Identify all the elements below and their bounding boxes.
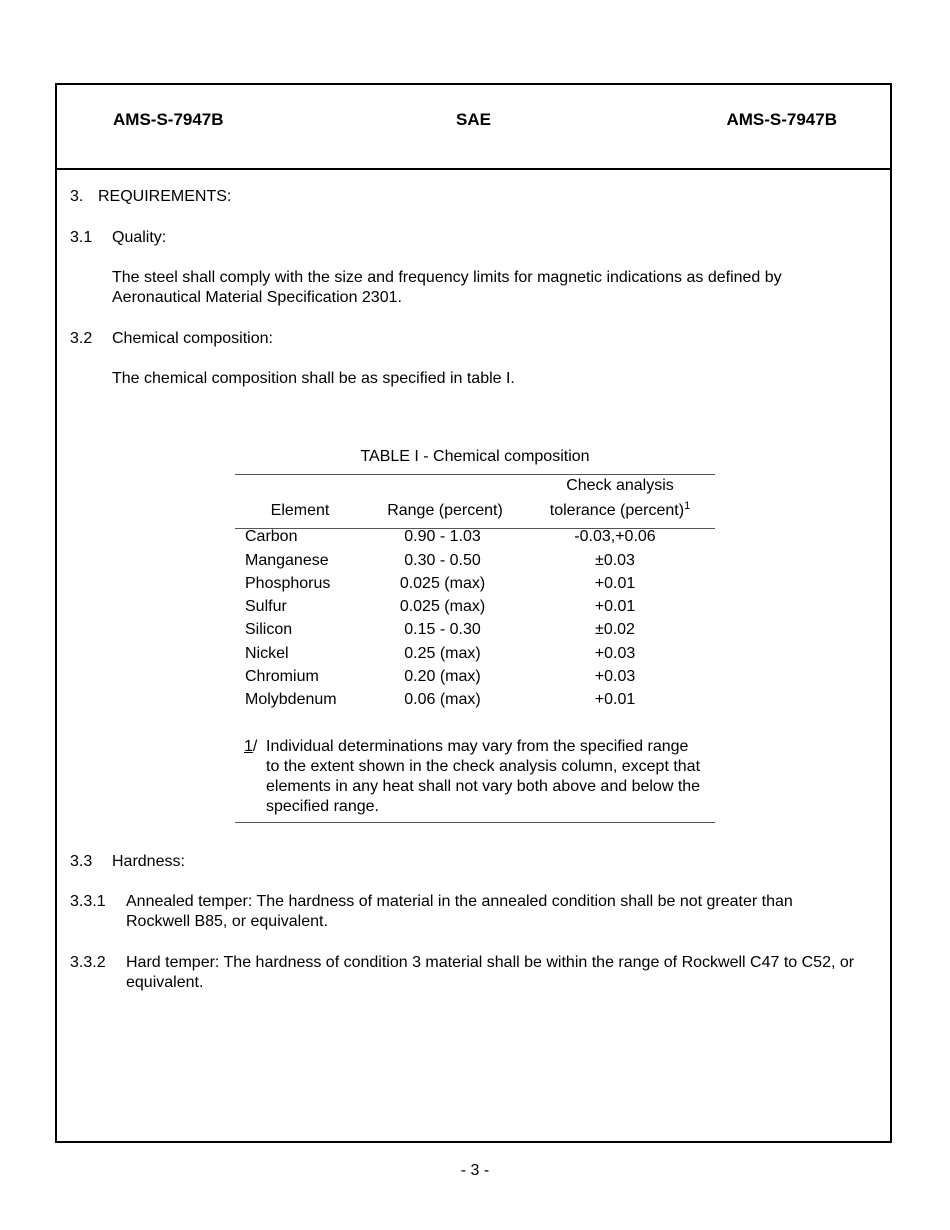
- header-org: SAE: [456, 110, 491, 129]
- table-bottom-rule: [235, 822, 715, 823]
- table-cell-tolerance: +0.01: [594, 575, 636, 592]
- table-cell-range: 0.90 - 1.03: [404, 528, 481, 545]
- section-3-number: 3.: [70, 188, 84, 205]
- section-3-3-1-body: Annealed temper: The hardness of material in the annealed condition shall be not greater than Rockwell B85, or equivalent.: [126, 893, 793, 930]
- section-3-2-title: Chemical composition:: [112, 330, 273, 347]
- table-cell-range: 0.06 (max): [404, 691, 481, 708]
- section-3-2-body: The chemical composition shall be as specified in table I.: [112, 370, 515, 387]
- table-cell-element: Nickel: [245, 645, 289, 662]
- table-cell-range: 0.20 (max): [404, 668, 481, 685]
- table-cell-element: Sulfur: [245, 598, 287, 615]
- table-cell-element: Manganese: [245, 552, 329, 569]
- section-3-3-title: Hardness:: [112, 853, 185, 870]
- table-header-tolerance-line2: [535, 501, 705, 521]
- document-header: [57, 85, 890, 170]
- table-header-tolerance-label: tolerance (percent): [549, 502, 685, 519]
- table-cell-tolerance: -0.03,+0.06: [574, 528, 656, 545]
- table-footnote-slash: /: [252, 738, 258, 755]
- table-cell-range: 0.15 - 0.30: [404, 621, 481, 638]
- section-3-1-number: 3.1: [70, 229, 93, 246]
- section-3-3-2-number: 3.3.2: [70, 954, 106, 971]
- table-cell-element: Silicon: [245, 621, 293, 638]
- table-cell-element: Chromium: [245, 668, 319, 685]
- table-cell-range: 0.025 (max): [399, 598, 486, 615]
- table-cell-element: Phosphorus: [245, 575, 331, 592]
- section-3-title: REQUIREMENTS:: [98, 188, 232, 205]
- table-cell-range: 0.025 (max): [399, 575, 486, 592]
- section-3-3-2-body: Hard temper: The hardness of condition 3 material shall be within the range of Rockwell C47 to C52, or equivalent.: [126, 954, 855, 991]
- table-cell-range: 0.25 (max): [404, 645, 481, 662]
- header-doc-id-right: AMS-S-7947B: [726, 110, 837, 129]
- section-3-1-title: Quality:: [112, 229, 167, 246]
- table-header-tolerance-line1: Check analysis: [566, 477, 674, 494]
- table-footnote-text: Individual determinations may vary from the specified range to the extent shown in the check analysis column, except that elements in any heat shall not vary both above and below the specified range.: [266, 738, 701, 815]
- table-header-element: Element: [270, 502, 330, 519]
- table-cell-tolerance: ±0.03: [595, 552, 635, 569]
- table-footnote-mark: [244, 737, 257, 757]
- table-footnote-number: 1: [244, 738, 253, 755]
- table-cell-tolerance: +0.03: [594, 645, 636, 662]
- table-cell-element: Molybdenum: [245, 691, 337, 708]
- page-number: - 3 -: [460, 1162, 490, 1179]
- table-cell-tolerance: ±0.02: [595, 621, 635, 638]
- table-top-rule: [235, 474, 715, 475]
- table-cell-tolerance: +0.01: [594, 691, 636, 708]
- section-3-1-body: The steel shall comply with the size and frequency limits for magnetic indications as defined by Aeronautical Material Specification 2301.: [112, 269, 782, 306]
- table-cell-tolerance: +0.03: [594, 668, 636, 685]
- section-3-3-1-number: 3.3.1: [70, 893, 106, 910]
- header-doc-id-left: AMS-S-7947B: [113, 110, 224, 129]
- table-cell-tolerance: +0.01: [594, 598, 636, 615]
- table-header-range: Range (percent): [387, 502, 503, 519]
- table-header-tolerance-footnote-ref: 1: [684, 500, 691, 512]
- table-cell-element: Carbon: [245, 528, 298, 545]
- table-title: TABLE I - Chemical composition: [360, 448, 590, 465]
- table-cell-range: 0.30 - 0.50: [404, 552, 481, 569]
- section-3-3-number: 3.3: [70, 853, 93, 870]
- section-3-2-number: 3.2: [70, 330, 93, 347]
